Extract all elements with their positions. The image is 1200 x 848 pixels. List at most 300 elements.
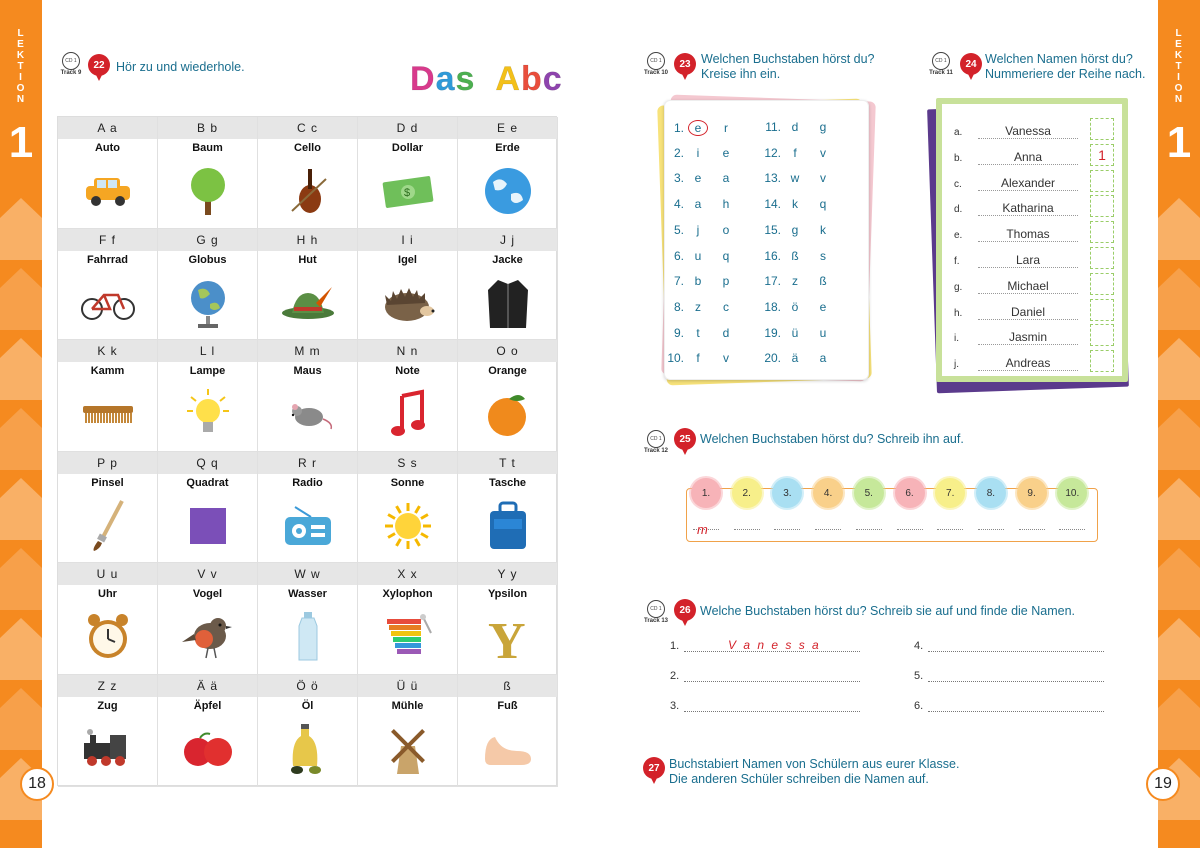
number-answer-box[interactable] [1090,350,1114,372]
word-label: Baum [192,142,223,154]
row-number: 2. [673,145,684,160]
word-label: Cello [294,142,321,154]
alphabet-cell [358,117,458,229]
letter-pair: M m [258,340,357,362]
letter-pair: Q q [158,452,257,474]
letter-pair: W w [258,563,357,585]
letter-option[interactable]: q [819,197,827,212]
name-label: Jasmin [978,330,1078,345]
name-label: Daniel [978,305,1078,320]
letter-pair: Ö ö [258,675,357,697]
car-icon [80,165,136,217]
number-bubble: 8. [976,478,1006,508]
lektion-letter: K [16,50,26,61]
word-label: Note [395,365,420,378]
row-number: 8. [673,299,684,314]
track-label: Track 12 [643,448,669,454]
cd-icon: CD 1 Track 11 [928,52,954,78]
music-note-icon [380,388,436,440]
lektion-letter: E [17,39,25,50]
letter-option[interactable]: a [694,197,702,212]
letter-option[interactable]: w [790,171,800,186]
exercise-26-instruction: Welche Buchstaben hörst du? Schreib sie auf und finde die Namen. [700,604,1075,618]
clock-icon [80,611,136,663]
letter-choice-row [757,274,837,288]
letter-choice-row [757,300,837,314]
dotted-line [928,651,1104,652]
word-label: Globus [188,253,227,266]
lektion-letter: N [16,94,26,105]
line-number: 5. [914,670,924,682]
name-row [954,201,1078,216]
alphabet-cell [58,229,158,341]
cd-icon: CD 1 Track 10 [643,52,669,78]
row-letter: a. [954,127,963,138]
alphabet-cell [158,229,258,341]
number-answer-box[interactable] [1090,144,1114,166]
windmill-icon [380,723,436,775]
word-label: Quadrat [186,476,229,489]
letter-option[interactable]: g [791,222,799,237]
letter-option[interactable]: p [722,274,730,289]
lektion-letter: O [1174,83,1184,94]
row-number: 6. [673,248,684,263]
lektion-number-right: 1 [1166,118,1192,167]
letter-pair: P p [58,452,157,474]
alphabet-cell [458,452,558,564]
letter-option[interactable]: ö [791,299,799,314]
answer-blank[interactable] [856,529,882,530]
name-label: Vanessa [978,124,1078,139]
alphabet-cell [258,452,358,564]
letter-option[interactable]: d [791,120,799,134]
track-label: Track 9 [60,70,82,76]
word-label: Pinsel [91,476,124,489]
word-label: Wasser [288,588,327,601]
name-row [954,279,1078,294]
row-number: 4. [673,197,684,212]
letter-pair: F f [58,229,157,251]
exercise-number-badge: 22 [88,54,110,82]
word-label: Maus [293,365,322,378]
chevron-decoration-icon [0,260,42,330]
word-label: Sonne [390,476,425,489]
lektion-letter: E [1175,39,1183,50]
letter-option[interactable]: ß [819,274,827,289]
letter-choice-row [757,197,837,211]
alphabet-cell [258,117,358,229]
letter-pair: R r [258,452,357,474]
word-label: Lampe [189,365,226,378]
row-number: 19. [764,325,781,340]
orange-icon [480,388,536,440]
alphabet-cell [358,563,458,675]
word-label: Erde [495,142,520,154]
letter-pair: Ü ü [358,675,457,697]
track-label: Track 13 [643,618,669,624]
row-letter: d. [954,204,963,216]
alphabet-cell [458,675,558,787]
letter-option[interactable]: f [793,145,797,160]
alphabet-cell [58,563,158,675]
number-bubble: 7. [935,478,965,508]
letter-pair: O o [458,340,557,362]
name-label: Michael [978,279,1078,294]
letter-option[interactable]: e [694,171,702,186]
letter-choice-row [757,146,837,160]
exercise-27-instruction: Buchstabiert Namen von Schülern aus eurer Klasse. Die anderen Schüler schreiben die Namen auf. [669,757,960,786]
dotted-line [928,681,1104,682]
right-side-strip [1158,0,1200,848]
answer-line[interactable] [670,670,862,686]
name-row [954,176,1078,191]
title-letter: A [495,60,521,98]
row-number: 18. [764,299,781,314]
letter-option[interactable]: t [696,325,700,340]
radio-icon [280,500,336,552]
letter-choice-row [660,326,740,340]
word-label: Mühle [391,699,424,712]
letter-option[interactable]: v [820,145,826,160]
name-row [954,253,1078,268]
word-label: Radio [292,476,323,489]
lektion-letter: I [1177,72,1181,83]
row-number: 5. [673,222,684,237]
lektion-letter: K [1174,50,1184,61]
line-number: 3. [670,700,680,712]
letter-choice-row [660,249,740,263]
letter-pair: B b [158,117,257,139]
letter-option[interactable]: ü [791,325,799,340]
row-number: 1. [673,121,684,135]
page-number-right: 19 [1146,767,1180,801]
exercise-number-badge: 26 [674,599,696,627]
letter-option[interactable]: f [696,351,700,366]
name-row [954,124,1078,139]
alphabet-cell [158,563,258,675]
name-label: Lara [978,253,1078,268]
number-answer-box[interactable] [1090,170,1114,192]
exercise-25-instruction: Welchen Buchstaben hörst du? Schreib ihn auf. [700,432,964,446]
letter-pair: L l [158,340,257,362]
letter-choice-row [660,274,740,288]
letter-pair: D d [358,117,457,139]
letter-option[interactable]: ß [791,248,799,263]
lektion-letter: T [17,61,25,72]
letter-pair: Z z [58,675,157,697]
alphabet-cell [158,340,258,452]
letter-option[interactable]: z [792,274,798,289]
chevron-decoration-icon [1158,470,1200,540]
name-label: Katharina [978,201,1078,216]
row-number: 10. [667,351,684,366]
name-label: Alexander [978,176,1078,191]
tree-icon [180,165,236,217]
letter-pair: G g [158,229,257,251]
letter-choice-row [757,326,837,340]
bag-icon [480,500,536,552]
lektion-letter: T [1175,61,1183,72]
letter-pair: ß [458,675,557,697]
letter-pair: J j [458,229,557,251]
number-answer: 1 [1098,146,1106,163]
alphabet-cell [258,229,358,341]
name-label: Thomas [978,227,1078,242]
bird-icon [180,611,236,663]
letter-choice-row [757,171,837,185]
number-bubble: 6. [895,478,925,508]
svg-text:$: $ [403,187,410,199]
word-label: Äpfel [193,699,222,712]
word-label: Uhr [98,588,117,601]
line-number: 6. [914,700,924,712]
chevron-decoration-icon [1158,680,1200,750]
letter-choice-row [757,249,837,263]
letter-choice-row [757,223,837,237]
lektion-number-left: 1 [8,118,34,167]
row-letter: b. [954,152,963,164]
answer-blank[interactable] [1019,529,1045,530]
answer-line[interactable] [670,700,862,716]
bicycle-icon [80,277,136,329]
word-label: Dollar [391,142,424,154]
letter-pair: V v [158,563,257,585]
exercise-number-badge: 23 [674,53,696,81]
row-letter: h. [954,307,963,319]
svg-text:Y: Y [487,613,526,663]
letter-option[interactable]: u [819,325,827,340]
exercise-number-badge: 27 [643,757,665,785]
comb-icon [80,388,136,440]
letter-option[interactable]: v [820,171,826,186]
letter-choice-row [660,223,740,237]
line-number: 1. [670,640,680,652]
letter-pair: U u [58,563,157,585]
letter-option[interactable]: v [723,351,729,366]
letter-option[interactable]: b [694,274,702,289]
number-answer-box[interactable] [1090,273,1114,295]
number-bubble: 2. [732,478,762,508]
number-bubble: 5. [854,478,884,508]
answer-blank[interactable] [937,529,963,530]
oil-icon [280,723,336,775]
alphabet-cell [158,675,258,787]
number-bubble: 10. [1057,478,1087,508]
alphabet-cell [358,229,458,341]
chevron-decoration-icon [1158,610,1200,680]
letter-choice-row [660,197,740,211]
chevron-decoration-icon [1158,540,1200,610]
circled-letter-option[interactable]: e [688,120,708,136]
chevron-decoration-icon [0,400,42,470]
xylophone-icon [380,611,436,663]
chevron-decoration-icon [0,610,42,680]
dotted-line [684,711,860,712]
letter-option[interactable]: g [819,120,827,134]
row-number: 20. [764,351,781,366]
alphabet-cell [58,340,158,452]
alphabet-grid [57,116,557,786]
globe-icon [180,277,236,329]
letter-option[interactable]: r [724,121,728,135]
letter-pair: H h [258,229,357,251]
word-label: Orange [488,365,527,378]
number-answer-box[interactable] [1090,299,1114,321]
name-row [954,227,1078,242]
letter-option[interactable]: d [722,325,730,340]
letter-choice-row [660,120,740,136]
answer-line[interactable] [914,700,1106,716]
letter-pair: T t [458,452,557,474]
answer-line[interactable] [914,640,1106,656]
alphabet-cell [458,340,558,452]
alphabet-cell [358,675,458,787]
number-answer-box[interactable] [1090,324,1114,346]
alphabet-cell [258,563,358,675]
letter-pair: S s [358,452,457,474]
page-title [410,60,563,99]
word-label: Zug [97,699,118,712]
number-bubble: 9. [1017,478,1047,508]
name-row [954,150,1078,165]
answer-blank[interactable] [897,529,923,530]
cd-icon: CD 1 Track 13 [643,600,669,626]
exercise-24-instruction: Welchen Namen hörst du? Nummeriere der Reihe nach. [985,52,1146,81]
letter-option[interactable]: c [723,299,729,314]
earth-icon [480,165,536,217]
dotted-line [684,681,860,682]
number-bubble: 4. [813,478,843,508]
letter-option[interactable]: e [722,145,730,160]
title-letter: D [410,60,436,98]
letter-option[interactable]: k [820,222,826,237]
answer-blank[interactable] [774,529,800,530]
letter-card-stack [656,94,874,386]
letter-pair: N n [358,340,457,362]
letter-option[interactable]: i [696,145,700,160]
number-answer-box[interactable] [1090,195,1114,217]
letter-option[interactable]: z [695,299,701,314]
row-number: 13. [764,171,781,186]
letter-choice-row [660,300,740,314]
exercise-number-badge: 25 [674,428,696,456]
title-letter: s [455,60,476,98]
letter-option[interactable]: j [696,222,700,237]
letter-option[interactable]: s [820,248,826,263]
letter-choice-row [660,171,740,185]
square-icon [180,500,236,552]
alphabet-cell [458,229,558,341]
lektion-label-left [0,28,42,105]
lektion-letter: I [19,72,23,83]
alphabet-cell [458,563,558,675]
cello-icon [280,165,336,217]
answer-line[interactable] [670,640,862,656]
letter-pair: I i [358,229,457,251]
alphabet-cell [58,675,158,787]
dotted-line [928,711,1104,712]
letter-option[interactable]: a [819,351,827,366]
answer-line[interactable] [914,670,1106,686]
exercise-number-badge: 24 [960,53,982,81]
letter-choice-row [660,351,740,365]
answer-blank[interactable] [815,529,841,530]
word-label: Hut [298,253,317,266]
number-answer-box[interactable] [1090,221,1114,243]
letter-option[interactable]: q [722,248,730,263]
exercise-23-instruction: Welchen Buchstaben hörst du? Kreise ihn ein. [701,52,875,81]
answer-blank[interactable] [1059,529,1085,530]
row-number: 7. [673,274,684,289]
row-letter: f. [954,256,960,267]
letter-option[interactable]: o [722,222,730,237]
letter-y-icon [480,611,536,663]
row-letter: c. [954,178,962,190]
number-answer-box[interactable] [1090,247,1114,269]
letter-pair: Ä ä [158,675,257,697]
apples-icon [180,723,236,775]
dollar-icon [380,165,436,217]
alphabet-cell [58,117,158,229]
word-label: Öl [301,699,314,712]
letter-option[interactable]: h [722,197,730,212]
letter-pair: X x [358,563,457,585]
example-answer: m [697,522,708,537]
chevron-decoration-icon [0,540,42,610]
chevron-decoration-icon [0,470,42,540]
letter-option[interactable]: e [819,299,827,314]
letter-pair: A a [58,117,157,139]
row-number: 16. [764,248,781,263]
letter-choice-row [757,351,837,365]
word-label: Vogel [192,588,223,601]
written-answer: V a n e s s a [728,638,821,652]
letter-pair: Y y [458,563,557,585]
chevron-decoration-icon [0,330,42,400]
word-label: Jacke [492,253,523,266]
letter-choice-row [757,120,837,134]
row-number: 15. [764,222,781,237]
alphabet-cell [158,117,258,229]
row-number: 14. [764,197,781,212]
lamp-icon [180,388,236,440]
water-bottle-icon [280,611,336,663]
page-number-left: 18 [20,767,54,801]
lektion-letter: O [16,83,26,94]
letter-option[interactable]: a [722,171,730,186]
answer-blank[interactable] [978,529,1004,530]
answer-blank[interactable] [734,529,760,530]
alphabet-cell [258,675,358,787]
word-label: Kamm [90,365,125,378]
word-label: Auto [94,142,121,154]
brush-icon [80,500,136,552]
letter-option[interactable]: u [694,248,702,263]
chevron-decoration-icon [0,190,42,260]
mouse-icon [280,388,336,440]
letter-option[interactable]: ä [791,351,799,366]
alphabet-cell [58,452,158,564]
lektion-letter: N [1174,94,1184,105]
row-letter: j. [954,359,959,371]
number-answer-box[interactable] [1090,118,1114,140]
track-label: Track 10 [643,70,669,76]
letter-option[interactable]: k [792,197,798,212]
row-number: 9. [673,325,684,340]
foot-icon [480,723,536,775]
alphabet-cell [158,452,258,564]
hedgehog-icon [380,277,436,329]
